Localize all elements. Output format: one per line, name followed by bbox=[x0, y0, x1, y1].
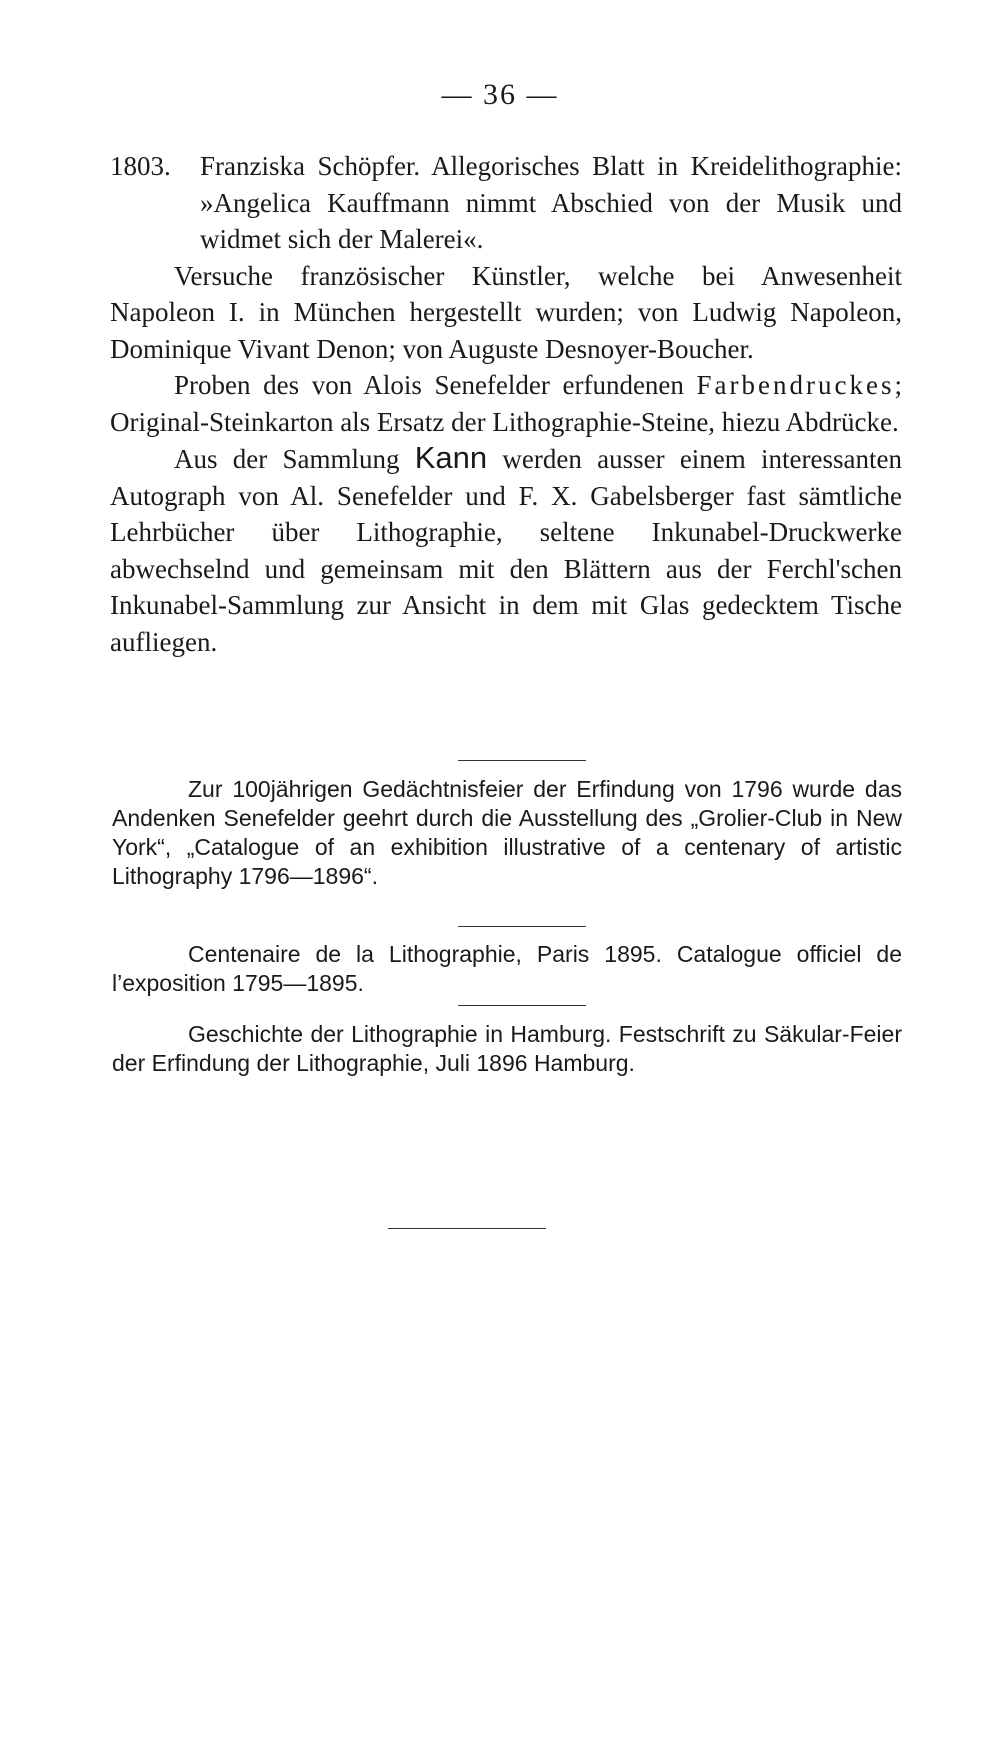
note-hamburg: Geschichte der Lithographie in Hamburg. Festschrift zu Säkular-Feier der Erfindung der Lithographie, Juli 1896 Hamburg. bbox=[112, 1021, 902, 1076]
sammlung-text-end: werden ausser einem interessanten Autograph von Al. Senefelder und F. X. Gabelsberger fast sämtliche Lehrbücher über Lithographie, seltene Inkunabel-Druckwerke abwechselnd und gemeinsam mit den Blättern aus der Ferchl'schen Inkunabel-Sammlung zur Ansicht in dem mit Glas gedecktem Tische aufliegen. bbox=[110, 444, 902, 657]
paragraph-proben bbox=[110, 367, 902, 440]
note-paris: Centenaire de la Lithographie, Paris 1895. Catalogue officiel de l’exposition 1795—1895. bbox=[112, 941, 902, 996]
proben-text-start: Proben des von Alois Senefelder erfundenen bbox=[174, 370, 697, 400]
main-text bbox=[110, 148, 902, 660]
sammlung-text-start: Aus der Sammlung bbox=[174, 444, 415, 474]
entry-year: 1803. bbox=[110, 151, 171, 181]
note-paris-block bbox=[112, 940, 902, 998]
divider-rule bbox=[458, 1005, 586, 1006]
divider-rule bbox=[458, 760, 586, 761]
entry-text: Franziska Schöpfer. Allegorisches Blatt in Kreidelithographie: »Angelica Kauffmann nimmt Abschied von der Musik und widmet sich der Malerei«. bbox=[200, 151, 902, 254]
note-grolier-block bbox=[112, 775, 902, 891]
sammlung-name: Kann bbox=[414, 440, 488, 475]
paragraph-versuche: Versuche französischer Künstler, welche bei Anwesenheit Napoleon I. in München hergestellt wurden; von Ludwig Napoleon, Dominique Vivant Denon; von Auguste Desnoyer-Boucher. bbox=[110, 260, 902, 364]
note-hamburg-block bbox=[112, 1020, 902, 1078]
page-number: — 36 — bbox=[441, 78, 559, 111]
divider-rule bbox=[458, 926, 586, 927]
paragraph-sammlung bbox=[110, 440, 902, 660]
note-grolier: Zur 100jährigen Gedächtnisfeier der Erfindung von 1796 wurde das Andenken Senefelder geehrt durch die Ausstellung des „Grolier-Club in New York“, „Catalogue of an exhibition illustrative of a centenary of artistic Lithography 1796—1896“. bbox=[112, 776, 902, 889]
proben-text-end: ; Original-Steinkarton als Ersatz der Lithographie-Steine, hiezu Abdrücke. bbox=[110, 370, 902, 437]
end-rule bbox=[388, 1228, 546, 1229]
entry-1803 bbox=[110, 148, 902, 258]
proben-spaced-word: Farbendruckes bbox=[696, 370, 895, 400]
